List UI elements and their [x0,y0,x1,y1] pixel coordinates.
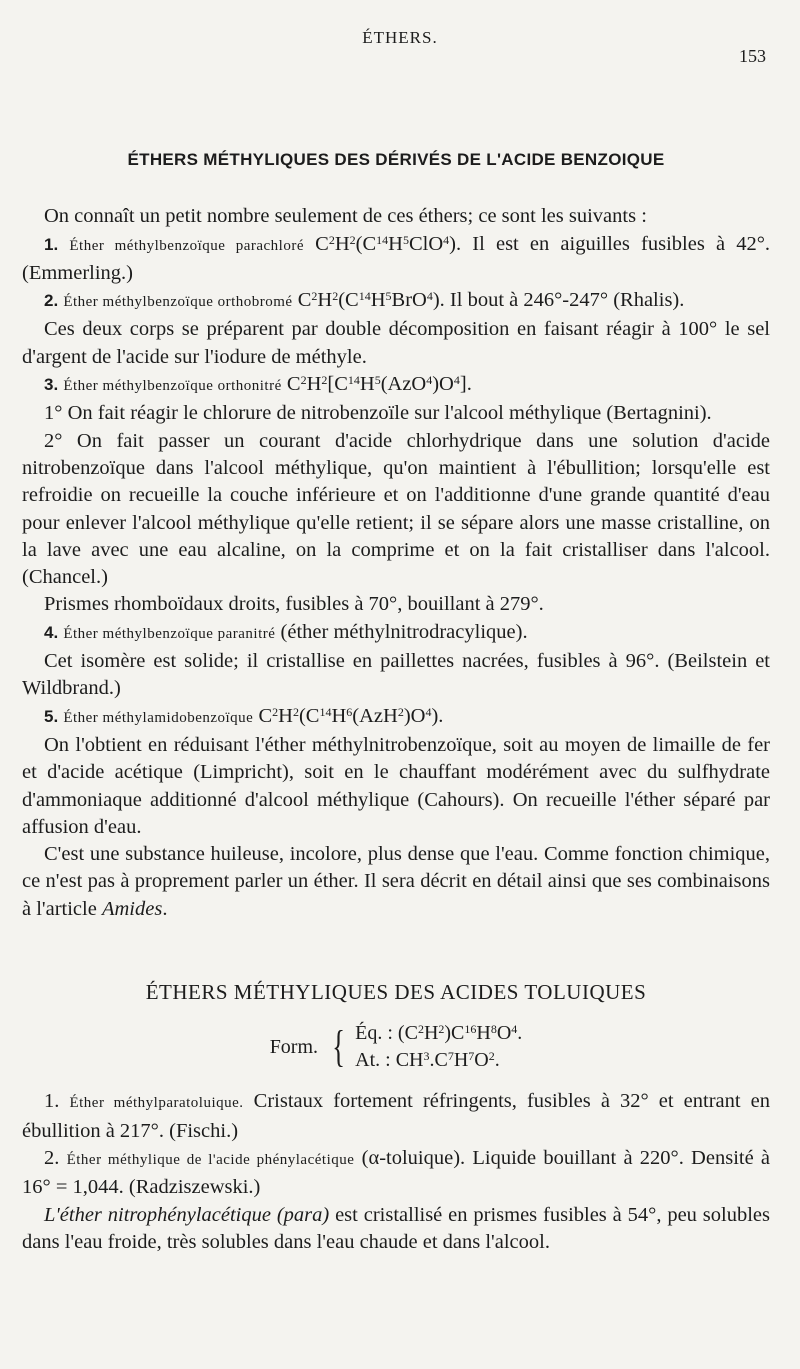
entry-number: 3. [44,375,59,395]
formula-block [22,1020,770,1074]
section-2-title: ÉTHERS MÉTHYLIQUES DES ACIDES TOLUIQUES [145,980,647,1005]
entry-formula: $C^2H^2(C^{14}H^6(AzH^2)O^4)$. [258,704,444,727]
nitrophenylacetic-text: est cristallisé en prismes fusibles à 54°, peu solubles dans l'eau froide, très solubles dans l'eau chaude et dans l'alcool. [22,1203,770,1253]
entry-number: 2. [44,1146,60,1169]
toluic-entry-2 [22,1145,770,1202]
entry-1 [22,231,770,288]
oily-text: C'est une substance huileuse, incolore, plus dense que l'eau. Comme fonction chimique, ce n'est pas à proprement parler un éther. Il sera décrit en détail ainsi que ses combinaisons à l'article [22,843,770,920]
preparation-paragraph: Ces deux corps se préparent par double décomposition en faisant réagir à 100° le sel d'argent de l'acide sur l'iodure de méthyle. [22,318,770,368]
entry-formula: $C^2H^2(C^{14}H^5ClO^4)$. [315,232,462,255]
isomer-paragraph: Cet isomère est solide; il cristallise en paillettes nacrées, fusibles à 96°. (Beilstein et Wildbrand.) [22,650,770,700]
formula-lines [355,1020,522,1074]
formula-equivalent: Éq. : $(C^2H^2)C^{16}H^8O^4$. [355,1022,523,1045]
entry-4 [22,619,770,648]
entry-name: Éther méthylbenzoïque orthobromé [63,294,293,311]
prisms-paragraph: Prismes rhomboïdaux droits, fusibles à 70°, bouillant à 279°. [44,593,544,616]
running-head: ÉTHERS. [362,28,438,47]
entry-2 [22,287,770,316]
oily-end: . [162,897,168,920]
oily-paragraph [22,841,770,923]
entry-text: Il est en aiguilles fusibles à 42°. (Emmerling.) [22,232,771,284]
brace-icon: { [332,1022,345,1072]
page-number: 153 [739,46,766,66]
entry-number: 4. [44,622,59,642]
entry-name: Éther méthylparatoluique. [69,1095,244,1112]
entry-text: Cristaux fortement réfringents, fusibles à 32° et entrant en ébullition à 217°. (Fischi.) [22,1090,771,1142]
entry-name: Éther méthylbenzoïque parachloré [69,237,304,254]
entry-name: Éther méthylbenzoïque orthonitré [63,378,282,395]
entry-name: Éther méthylique de l'acide phénylacétique [66,1151,355,1168]
entry-text: (éther méthylnitrodracylique). [280,620,528,643]
method-2: 2° On fait passer un courant d'acide chlorhydrique dans une solution d'acide nitrobenzoïque dans l'alcool méthylique, qu'on maintient à l'ébullition; lorsqu'elle est refroidie on recueille la couche inférieure et on l'additionne d'une grande quantité d'eau pour enlever l'alcool méthylique qu'elle retient; il se sépare alors une masse cristalline, on la lave avec une eau alcaline, on la comprime et on la fait cristalliser dans l'alcool. (Chancel.) [22,429,770,589]
entry-3 [22,371,770,400]
page-body [22,120,770,1256]
entry-text: (α-toluique). Liquide bouillant à 220°. Densité à 16° = 1,044. (Radziszewski.) [22,1146,770,1199]
entry-number: 1. [44,1090,60,1113]
formula-atomic: At. : $CH^3.C^7H^7O^2$. [355,1049,500,1072]
entry-number: 2. [44,291,59,311]
entry-name: Éther méthylbenzoïque paranitré [63,625,276,642]
entry-5 [22,703,770,732]
entry-name: Éther méthylamidobenzoïque [63,709,254,726]
form-label: Form. [269,1035,319,1058]
entry-number: 5. [44,706,59,726]
toluic-entry-1 [22,1088,770,1145]
obtain-paragraph: On l'obtient en réduisant l'éther méthylnitrobenzoïque, soit au moyen de limaille de fer et d'acide acétique (Limpricht), soit en le chauffant modérément avec du sulfhydrate d'ammoniaque additionné d'alcool méthylique (Cahours). On recueille l'éther séparé par affusion d'eau. [22,733,770,838]
nitrophenylacetic-paragraph [22,1202,770,1257]
intro-paragraph: On connaît un petit nombre seulement de ces éthers; ce sont les suivants : [44,205,647,228]
amides-link-text: Amides [101,897,163,920]
method-1: 1° On fait réagir le chlorure de nitrobenzoïle sur l'alcool méthylique (Bertagnini). [44,402,712,425]
entry-formula: $C^2H^2(C^{14}H^5BrO^4)$. [297,289,445,312]
nitrophenylacetic-name: L'éther nitrophénylacétique (para) [44,1203,330,1226]
entry-number: 1. [44,234,59,254]
entry-text: Il bout à 246°-247° (Rhalis). [449,289,685,312]
section-title: ÉTHERS MÉTHYLIQUES DES DÉRIVÉS DE L'ACIDE BENZOIQUE [127,150,665,169]
entry-formula: $C^2H^2[C^{14}H^5(AzO^4)O^4]$. [286,373,472,396]
